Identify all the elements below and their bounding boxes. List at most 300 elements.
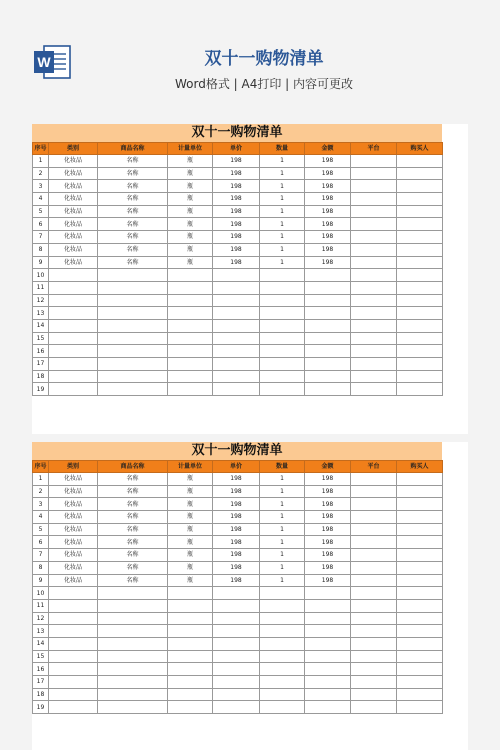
table-cell[interactable]: [305, 599, 351, 612]
table-cell[interactable]: [49, 370, 98, 383]
table-cell[interactable]: [397, 498, 443, 511]
table-cell[interactable]: [397, 612, 443, 625]
table-cell[interactable]: [260, 650, 305, 663]
table-cell[interactable]: [397, 676, 443, 689]
table-cell[interactable]: [98, 358, 168, 371]
table-cell[interactable]: [351, 193, 397, 206]
table-cell[interactable]: 11: [33, 599, 49, 612]
table-cell[interactable]: 名称: [98, 243, 168, 256]
table-cell[interactable]: [213, 612, 260, 625]
table-cell[interactable]: 198: [213, 511, 260, 524]
table-cell[interactable]: [260, 625, 305, 638]
table-cell[interactable]: [260, 281, 305, 294]
table-cell[interactable]: [397, 511, 443, 524]
table-cell[interactable]: [397, 294, 443, 307]
table-cell[interactable]: 瓶: [168, 523, 213, 536]
table-cell[interactable]: [168, 663, 213, 676]
table-cell[interactable]: 4: [33, 193, 49, 206]
table-cell[interactable]: [351, 587, 397, 600]
table-cell[interactable]: [397, 319, 443, 332]
table-cell[interactable]: 11: [33, 281, 49, 294]
table-cell[interactable]: [213, 663, 260, 676]
table-cell[interactable]: [351, 637, 397, 650]
table-cell[interactable]: [351, 231, 397, 244]
table-cell[interactable]: [98, 676, 168, 689]
table-cell[interactable]: 1: [260, 498, 305, 511]
table-cell[interactable]: [49, 345, 98, 358]
table-cell[interactable]: 6: [33, 536, 49, 549]
table-cell[interactable]: [397, 370, 443, 383]
table-cell[interactable]: 化妆品: [49, 167, 98, 180]
table-cell[interactable]: 化妆品: [49, 155, 98, 168]
table-cell[interactable]: 10: [33, 587, 49, 600]
table-cell[interactable]: [98, 688, 168, 701]
table-cell[interactable]: 13: [33, 625, 49, 638]
table-cell[interactable]: [168, 688, 213, 701]
table-cell[interactable]: 8: [33, 243, 49, 256]
table-cell[interactable]: [351, 180, 397, 193]
table-cell[interactable]: 198: [213, 243, 260, 256]
table-cell[interactable]: [98, 587, 168, 600]
table-cell[interactable]: 17: [33, 358, 49, 371]
table-cell[interactable]: 1: [260, 511, 305, 524]
table-cell[interactable]: [260, 307, 305, 320]
table-cell[interactable]: [98, 345, 168, 358]
table-cell[interactable]: 化妆品: [49, 205, 98, 218]
table-cell[interactable]: [260, 612, 305, 625]
table-cell[interactable]: 1: [260, 536, 305, 549]
table-cell[interactable]: [351, 167, 397, 180]
table-cell[interactable]: [168, 307, 213, 320]
table-cell[interactable]: [168, 319, 213, 332]
table-cell[interactable]: [168, 625, 213, 638]
table-cell[interactable]: [49, 599, 98, 612]
table-cell[interactable]: [397, 599, 443, 612]
table-cell[interactable]: 瓶: [168, 256, 213, 269]
table-cell[interactable]: 瓶: [168, 574, 213, 587]
table-cell[interactable]: [305, 332, 351, 345]
table-cell[interactable]: [49, 587, 98, 600]
table-cell[interactable]: [260, 332, 305, 345]
table-cell[interactable]: [351, 383, 397, 396]
table-cell[interactable]: 1: [260, 243, 305, 256]
table-cell[interactable]: [397, 574, 443, 587]
table-cell[interactable]: [260, 345, 305, 358]
table-cell[interactable]: [305, 676, 351, 689]
table-cell[interactable]: 2: [33, 485, 49, 498]
table-cell[interactable]: [98, 701, 168, 714]
table-cell[interactable]: 198: [213, 561, 260, 574]
table-cell[interactable]: [397, 536, 443, 549]
table-cell[interactable]: [351, 243, 397, 256]
table-cell[interactable]: [49, 383, 98, 396]
table-cell[interactable]: 名称: [98, 561, 168, 574]
table-cell[interactable]: 7: [33, 549, 49, 562]
table-cell[interactable]: [260, 663, 305, 676]
table-cell[interactable]: [213, 625, 260, 638]
table-cell[interactable]: 198: [305, 536, 351, 549]
table-cell[interactable]: [351, 612, 397, 625]
table-cell[interactable]: 198: [213, 536, 260, 549]
table-cell[interactable]: [397, 345, 443, 358]
table-cell[interactable]: [305, 612, 351, 625]
table-cell[interactable]: [213, 294, 260, 307]
table-cell[interactable]: [397, 549, 443, 562]
table-cell[interactable]: [397, 383, 443, 396]
table-cell[interactable]: 198: [305, 485, 351, 498]
table-cell[interactable]: [168, 612, 213, 625]
table-cell[interactable]: [168, 294, 213, 307]
table-cell[interactable]: 198: [213, 205, 260, 218]
table-cell[interactable]: 化妆品: [49, 180, 98, 193]
table-cell[interactable]: [98, 612, 168, 625]
table-cell[interactable]: [49, 332, 98, 345]
table-cell[interactable]: [305, 281, 351, 294]
table-cell[interactable]: [305, 688, 351, 701]
table-cell[interactable]: 198: [305, 549, 351, 562]
table-cell[interactable]: [213, 650, 260, 663]
table-cell[interactable]: [260, 358, 305, 371]
table-cell[interactable]: [49, 663, 98, 676]
table-cell[interactable]: 198: [213, 549, 260, 562]
table-cell[interactable]: 化妆品: [49, 243, 98, 256]
table-cell[interactable]: [397, 155, 443, 168]
table-cell[interactable]: 198: [213, 218, 260, 231]
table-cell[interactable]: [213, 599, 260, 612]
table-cell[interactable]: [49, 281, 98, 294]
table-cell[interactable]: [98, 281, 168, 294]
table-cell[interactable]: 198: [305, 167, 351, 180]
table-cell[interactable]: 瓶: [168, 549, 213, 562]
table-cell[interactable]: 瓶: [168, 498, 213, 511]
table-cell[interactable]: [397, 205, 443, 218]
table-cell[interactable]: [168, 358, 213, 371]
table-cell[interactable]: [351, 218, 397, 231]
table-cell[interactable]: [260, 637, 305, 650]
table-cell[interactable]: [213, 637, 260, 650]
table-cell[interactable]: 瓶: [168, 193, 213, 206]
table-cell[interactable]: 化妆品: [49, 256, 98, 269]
table-cell[interactable]: 名称: [98, 473, 168, 486]
table-cell[interactable]: [397, 688, 443, 701]
table-cell[interactable]: 198: [305, 218, 351, 231]
table-cell[interactable]: [351, 561, 397, 574]
table-cell[interactable]: [351, 498, 397, 511]
table-cell[interactable]: [49, 625, 98, 638]
table-cell[interactable]: [397, 523, 443, 536]
table-cell[interactable]: 14: [33, 319, 49, 332]
table-cell[interactable]: 名称: [98, 155, 168, 168]
table-cell[interactable]: [305, 625, 351, 638]
table-cell[interactable]: 名称: [98, 193, 168, 206]
table-cell[interactable]: 4: [33, 511, 49, 524]
table-cell[interactable]: 198: [305, 574, 351, 587]
table-cell[interactable]: [168, 345, 213, 358]
table-cell[interactable]: 198: [213, 256, 260, 269]
table-cell[interactable]: 198: [305, 243, 351, 256]
table-cell[interactable]: [98, 599, 168, 612]
table-cell[interactable]: 化妆品: [49, 485, 98, 498]
table-cell[interactable]: [213, 701, 260, 714]
table-cell[interactable]: [49, 294, 98, 307]
table-cell[interactable]: 1: [260, 549, 305, 562]
table-cell[interactable]: [397, 332, 443, 345]
table-cell[interactable]: [351, 307, 397, 320]
table-cell[interactable]: [49, 637, 98, 650]
table-cell[interactable]: [260, 370, 305, 383]
table-cell[interactable]: 10: [33, 269, 49, 282]
table-cell[interactable]: [351, 549, 397, 562]
table-cell[interactable]: [305, 701, 351, 714]
table-cell[interactable]: 化妆品: [49, 498, 98, 511]
table-cell[interactable]: [397, 485, 443, 498]
table-cell[interactable]: [397, 218, 443, 231]
table-cell[interactable]: [351, 701, 397, 714]
table-cell[interactable]: 化妆品: [49, 218, 98, 231]
table-cell[interactable]: [351, 599, 397, 612]
table-cell[interactable]: [213, 688, 260, 701]
table-cell[interactable]: [98, 383, 168, 396]
table-cell[interactable]: 18: [33, 688, 49, 701]
table-cell[interactable]: [168, 650, 213, 663]
table-cell[interactable]: [397, 561, 443, 574]
table-cell[interactable]: [98, 319, 168, 332]
table-cell[interactable]: 3: [33, 498, 49, 511]
table-cell[interactable]: [397, 180, 443, 193]
table-cell[interactable]: 198: [305, 231, 351, 244]
table-cell[interactable]: 19: [33, 701, 49, 714]
table-cell[interactable]: 瓶: [168, 167, 213, 180]
table-cell[interactable]: [49, 688, 98, 701]
table-cell[interactable]: 瓶: [168, 485, 213, 498]
table-cell[interactable]: 8: [33, 561, 49, 574]
table-cell[interactable]: [351, 345, 397, 358]
table-cell[interactable]: [351, 676, 397, 689]
table-cell[interactable]: [397, 243, 443, 256]
table-cell[interactable]: 198: [305, 561, 351, 574]
table-cell[interactable]: 3: [33, 180, 49, 193]
table-cell[interactable]: [49, 612, 98, 625]
table-cell[interactable]: [49, 269, 98, 282]
table-cell[interactable]: [351, 473, 397, 486]
table-cell[interactable]: [351, 281, 397, 294]
table-cell[interactable]: [305, 307, 351, 320]
table-cell[interactable]: 瓶: [168, 561, 213, 574]
table-cell[interactable]: 名称: [98, 218, 168, 231]
table-cell[interactable]: 198: [305, 523, 351, 536]
table-cell[interactable]: 9: [33, 256, 49, 269]
table-cell[interactable]: [351, 511, 397, 524]
table-cell[interactable]: 名称: [98, 536, 168, 549]
table-cell[interactable]: [260, 701, 305, 714]
table-cell[interactable]: [49, 319, 98, 332]
table-cell[interactable]: [168, 637, 213, 650]
table-cell[interactable]: [351, 663, 397, 676]
table-cell[interactable]: [98, 650, 168, 663]
table-cell[interactable]: 1: [260, 485, 305, 498]
table-cell[interactable]: 瓶: [168, 231, 213, 244]
table-cell[interactable]: 化妆品: [49, 473, 98, 486]
table-cell[interactable]: 1: [260, 205, 305, 218]
table-cell[interactable]: [351, 485, 397, 498]
table-cell[interactable]: [213, 319, 260, 332]
table-cell[interactable]: [98, 625, 168, 638]
table-cell[interactable]: [397, 256, 443, 269]
table-cell[interactable]: 198: [213, 485, 260, 498]
table-cell[interactable]: [397, 701, 443, 714]
table-cell[interactable]: 名称: [98, 511, 168, 524]
table-cell[interactable]: 198: [213, 180, 260, 193]
table-cell[interactable]: 1: [33, 155, 49, 168]
table-cell[interactable]: 198: [305, 193, 351, 206]
table-cell[interactable]: [168, 370, 213, 383]
table-cell[interactable]: 198: [213, 523, 260, 536]
table-cell[interactable]: 1: [260, 193, 305, 206]
table-cell[interactable]: 16: [33, 345, 49, 358]
table-cell[interactable]: [397, 281, 443, 294]
table-cell[interactable]: 1: [260, 155, 305, 168]
table-cell[interactable]: [98, 269, 168, 282]
table-cell[interactable]: 198: [213, 473, 260, 486]
table-cell[interactable]: [98, 637, 168, 650]
table-cell[interactable]: 1: [260, 574, 305, 587]
table-cell[interactable]: 名称: [98, 256, 168, 269]
table-cell[interactable]: [351, 205, 397, 218]
table-cell[interactable]: 名称: [98, 485, 168, 498]
table-cell[interactable]: 18: [33, 370, 49, 383]
table-cell[interactable]: [351, 574, 397, 587]
table-cell[interactable]: [351, 256, 397, 269]
table-cell[interactable]: [397, 307, 443, 320]
table-cell[interactable]: [305, 269, 351, 282]
table-cell[interactable]: [305, 370, 351, 383]
table-cell[interactable]: [305, 587, 351, 600]
table-cell[interactable]: 瓶: [168, 218, 213, 231]
table-cell[interactable]: [49, 676, 98, 689]
table-cell[interactable]: 1: [260, 231, 305, 244]
table-cell[interactable]: [397, 193, 443, 206]
table-cell[interactable]: [98, 332, 168, 345]
table-cell[interactable]: 5: [33, 205, 49, 218]
table-cell[interactable]: [213, 332, 260, 345]
table-cell[interactable]: [397, 358, 443, 371]
table-cell[interactable]: 瓶: [168, 536, 213, 549]
table-cell[interactable]: [351, 370, 397, 383]
table-cell[interactable]: [351, 155, 397, 168]
table-cell[interactable]: 化妆品: [49, 231, 98, 244]
table-cell[interactable]: [213, 676, 260, 689]
table-cell[interactable]: 17: [33, 676, 49, 689]
table-cell[interactable]: 198: [213, 155, 260, 168]
table-cell[interactable]: [98, 307, 168, 320]
table-cell[interactable]: [397, 650, 443, 663]
table-cell[interactable]: 198: [305, 511, 351, 524]
table-cell[interactable]: 1: [260, 473, 305, 486]
table-cell[interactable]: [98, 294, 168, 307]
table-cell[interactable]: [213, 307, 260, 320]
table-cell[interactable]: 1: [260, 218, 305, 231]
table-cell[interactable]: [397, 587, 443, 600]
table-cell[interactable]: 1: [260, 256, 305, 269]
table-cell[interactable]: 瓶: [168, 511, 213, 524]
table-cell[interactable]: [305, 294, 351, 307]
table-cell[interactable]: [168, 383, 213, 396]
table-cell[interactable]: 12: [33, 294, 49, 307]
table-cell[interactable]: [351, 319, 397, 332]
table-cell[interactable]: [305, 650, 351, 663]
table-cell[interactable]: [260, 676, 305, 689]
table-cell[interactable]: 9: [33, 574, 49, 587]
table-cell[interactable]: [260, 599, 305, 612]
table-cell[interactable]: 198: [213, 498, 260, 511]
table-cell[interactable]: 名称: [98, 498, 168, 511]
table-cell[interactable]: [49, 358, 98, 371]
table-cell[interactable]: [397, 625, 443, 638]
table-cell[interactable]: 化妆品: [49, 523, 98, 536]
table-cell[interactable]: [305, 319, 351, 332]
table-cell[interactable]: 瓶: [168, 243, 213, 256]
table-cell[interactable]: 198: [305, 155, 351, 168]
table-cell[interactable]: 5: [33, 523, 49, 536]
table-cell[interactable]: [49, 701, 98, 714]
table-cell[interactable]: 化妆品: [49, 536, 98, 549]
table-cell[interactable]: 1: [260, 167, 305, 180]
table-cell[interactable]: [260, 383, 305, 396]
table-cell[interactable]: [351, 523, 397, 536]
table-cell[interactable]: [213, 383, 260, 396]
table-cell[interactable]: 6: [33, 218, 49, 231]
table-cell[interactable]: 15: [33, 332, 49, 345]
table-cell[interactable]: [213, 370, 260, 383]
table-cell[interactable]: [168, 281, 213, 294]
table-cell[interactable]: 名称: [98, 574, 168, 587]
table-cell[interactable]: 16: [33, 663, 49, 676]
table-cell[interactable]: 198: [213, 231, 260, 244]
table-cell[interactable]: [168, 701, 213, 714]
table-cell[interactable]: [305, 637, 351, 650]
table-cell[interactable]: 名称: [98, 549, 168, 562]
table-cell[interactable]: [260, 587, 305, 600]
table-cell[interactable]: [305, 358, 351, 371]
table-cell[interactable]: 198: [305, 498, 351, 511]
table-cell[interactable]: 瓶: [168, 205, 213, 218]
table-cell[interactable]: 198: [213, 167, 260, 180]
table-cell[interactable]: 14: [33, 637, 49, 650]
table-cell[interactable]: 1: [33, 473, 49, 486]
table-cell[interactable]: 名称: [98, 167, 168, 180]
table-cell[interactable]: [351, 688, 397, 701]
table-cell[interactable]: [213, 358, 260, 371]
table-cell[interactable]: [397, 473, 443, 486]
table-cell[interactable]: [260, 319, 305, 332]
table-cell[interactable]: 198: [305, 205, 351, 218]
table-cell[interactable]: [305, 663, 351, 676]
table-cell[interactable]: [168, 587, 213, 600]
table-cell[interactable]: 1: [260, 180, 305, 193]
table-cell[interactable]: [260, 294, 305, 307]
table-cell[interactable]: 名称: [98, 523, 168, 536]
table-cell[interactable]: [397, 637, 443, 650]
table-cell[interactable]: [168, 269, 213, 282]
table-cell[interactable]: 名称: [98, 231, 168, 244]
table-cell[interactable]: [168, 332, 213, 345]
table-cell[interactable]: [260, 688, 305, 701]
table-cell[interactable]: 名称: [98, 205, 168, 218]
table-cell[interactable]: 13: [33, 307, 49, 320]
table-cell[interactable]: [351, 332, 397, 345]
table-cell[interactable]: 198: [305, 180, 351, 193]
table-cell[interactable]: 名称: [98, 180, 168, 193]
